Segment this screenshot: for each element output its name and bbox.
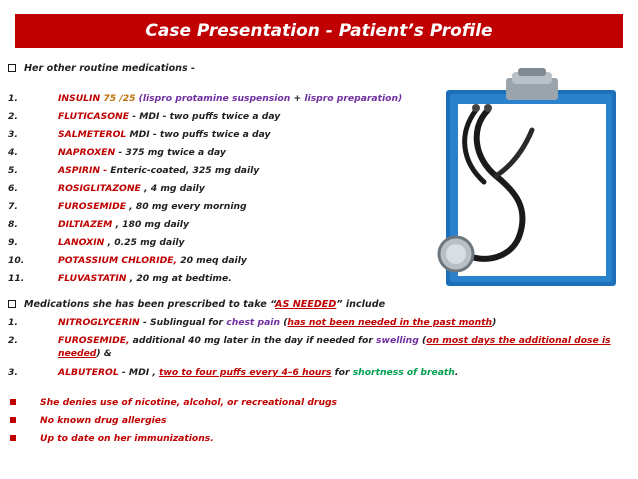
- plus-sign: +: [290, 93, 305, 104]
- drug-note: has not been needed in the past month: [287, 317, 493, 328]
- drug-name: DILTIAZEM: [58, 219, 113, 230]
- list-item: [4, 432, 634, 445]
- list-item: [4, 366, 634, 379]
- list-item: [4, 164, 634, 177]
- bullet-text: No known drug allergies: [40, 415, 167, 426]
- drug-name: ASPIRIN -: [58, 165, 108, 176]
- drug-name: SALMETEROL: [58, 129, 127, 140]
- list-item: [4, 146, 634, 159]
- bullet-text: Up to date on her immunizations.: [40, 433, 214, 444]
- item-text: [58, 92, 402, 105]
- drug-reason: shortness of breath: [352, 367, 455, 378]
- heading-text: Her other routine medications -: [24, 63, 196, 74]
- checkbox-bullet-icon: [8, 300, 16, 308]
- item-number: 4.: [8, 147, 18, 158]
- item-text: [58, 200, 247, 213]
- drug-instructions: , 20 mg at bedtime.: [126, 273, 232, 284]
- item-number: 8.: [8, 219, 18, 230]
- drug-name: NAPROXEN: [58, 147, 116, 158]
- drug-reason: swelling: [376, 335, 419, 346]
- drug-name: NITROGLYCERIN: [58, 317, 140, 328]
- drug-instructions: , 180 mg daily: [112, 219, 189, 230]
- heading-text: Medications she has been prescribed to take “: [24, 299, 276, 310]
- drug-note: on most days the additional dose is needed: [58, 335, 611, 359]
- drug-instructions: - Sublingual for: [139, 317, 227, 328]
- item-number: 2.: [8, 335, 18, 346]
- item-text: [58, 146, 226, 159]
- title-bar: [15, 14, 623, 48]
- item-text: [58, 366, 458, 379]
- drug-reason: chest pain: [226, 317, 280, 328]
- routine-medications-heading: [8, 62, 195, 75]
- drug-name: LANOXIN: [58, 237, 105, 248]
- drug-instructions: - MDI ,: [118, 367, 160, 378]
- drug-instructions: 20 meq daily: [177, 255, 247, 266]
- drug-instructions: , 0.25 mg daily: [104, 237, 185, 248]
- list-item: [4, 200, 634, 213]
- drug-name: ROSIGLITAZONE: [58, 183, 141, 194]
- item-text: [58, 164, 259, 177]
- drug-name: FLUTICASONE: [58, 111, 130, 122]
- item-text: [58, 128, 271, 141]
- item-number: 1.: [8, 317, 18, 328]
- drug-dose: 75 /25: [103, 93, 136, 104]
- checkbox-bullet-icon: [8, 64, 16, 72]
- drug-name: INSULIN: [58, 93, 101, 104]
- item-text: [58, 254, 247, 267]
- item-text: [58, 218, 189, 231]
- drug-instructions: additional 40 mg later in the day if needed for: [129, 335, 377, 346]
- item-number: 11.: [8, 273, 25, 284]
- square-bullet-icon: [10, 417, 16, 423]
- drug-detail: lispro preparation): [304, 93, 403, 104]
- drug-name: FLUVASTATIN: [58, 273, 127, 284]
- item-number: 5.: [8, 165, 18, 176]
- item-text: [58, 272, 232, 285]
- drug-name: FUROSEMIDE: [58, 201, 126, 212]
- list-item: [4, 254, 634, 267]
- drug-name: POTASSIUM CHLORIDE,: [58, 255, 177, 266]
- list-item: [4, 316, 634, 329]
- drug-name: ALBUTEROL: [58, 367, 119, 378]
- list-item: [4, 396, 634, 409]
- square-bullet-icon: [10, 435, 16, 441]
- paren-close: ) &: [96, 348, 112, 359]
- slide-title: Case Presentation - Patient’s Profile: [145, 21, 493, 41]
- paren-close: ): [492, 317, 497, 328]
- item-number: 3.: [8, 367, 18, 378]
- paren-open: (: [280, 317, 288, 328]
- drug-instructions: - MDI - two puffs twice a day: [129, 111, 281, 122]
- item-number: 2.: [8, 111, 18, 122]
- item-number: 7.: [8, 201, 18, 212]
- item-text: [58, 182, 205, 195]
- item-number: 3.: [8, 129, 18, 140]
- drug-name: FUROSEMIDE,: [58, 335, 130, 346]
- list-item: [4, 128, 634, 141]
- period: .: [454, 367, 459, 378]
- as-needed-label: AS NEEDED: [275, 299, 337, 310]
- list-item: [4, 218, 634, 231]
- bullet-text: She denies use of nicotine, alcohol, or recreational drugs: [40, 397, 338, 408]
- as-needed-heading: [8, 298, 385, 311]
- drug-note: two to four puffs every 4–6 hours: [159, 367, 332, 378]
- drug-instructions: , 4 mg daily: [140, 183, 205, 194]
- heading-text-end: ” include: [336, 299, 386, 310]
- item-number: 6.: [8, 183, 18, 194]
- list-item: [4, 272, 634, 285]
- item-text: [58, 236, 185, 249]
- list-item: [4, 110, 634, 123]
- drug-detail: (lispro protamine suspension: [135, 93, 291, 104]
- item-text: [58, 110, 280, 123]
- item-number: 1.: [8, 93, 18, 104]
- paren-open: (: [418, 335, 427, 346]
- square-bullet-icon: [10, 399, 16, 405]
- list-item: [4, 182, 634, 195]
- drug-instructions: Enteric-coated, 325 mg daily: [107, 165, 260, 176]
- for-text: for: [331, 367, 353, 378]
- list-item: [4, 92, 634, 105]
- list-item: [4, 334, 634, 360]
- list-item: [4, 414, 634, 427]
- list-item: [4, 236, 634, 249]
- drug-instructions: , 80 mg every morning: [125, 201, 247, 212]
- drug-instructions: - 375 mg twice a day: [115, 147, 226, 158]
- item-number: 9.: [8, 237, 18, 248]
- drug-instructions: MDI - two puffs twice a day: [126, 129, 271, 140]
- item-text: [58, 334, 636, 360]
- item-number: 10.: [8, 255, 25, 266]
- item-text: [58, 316, 496, 329]
